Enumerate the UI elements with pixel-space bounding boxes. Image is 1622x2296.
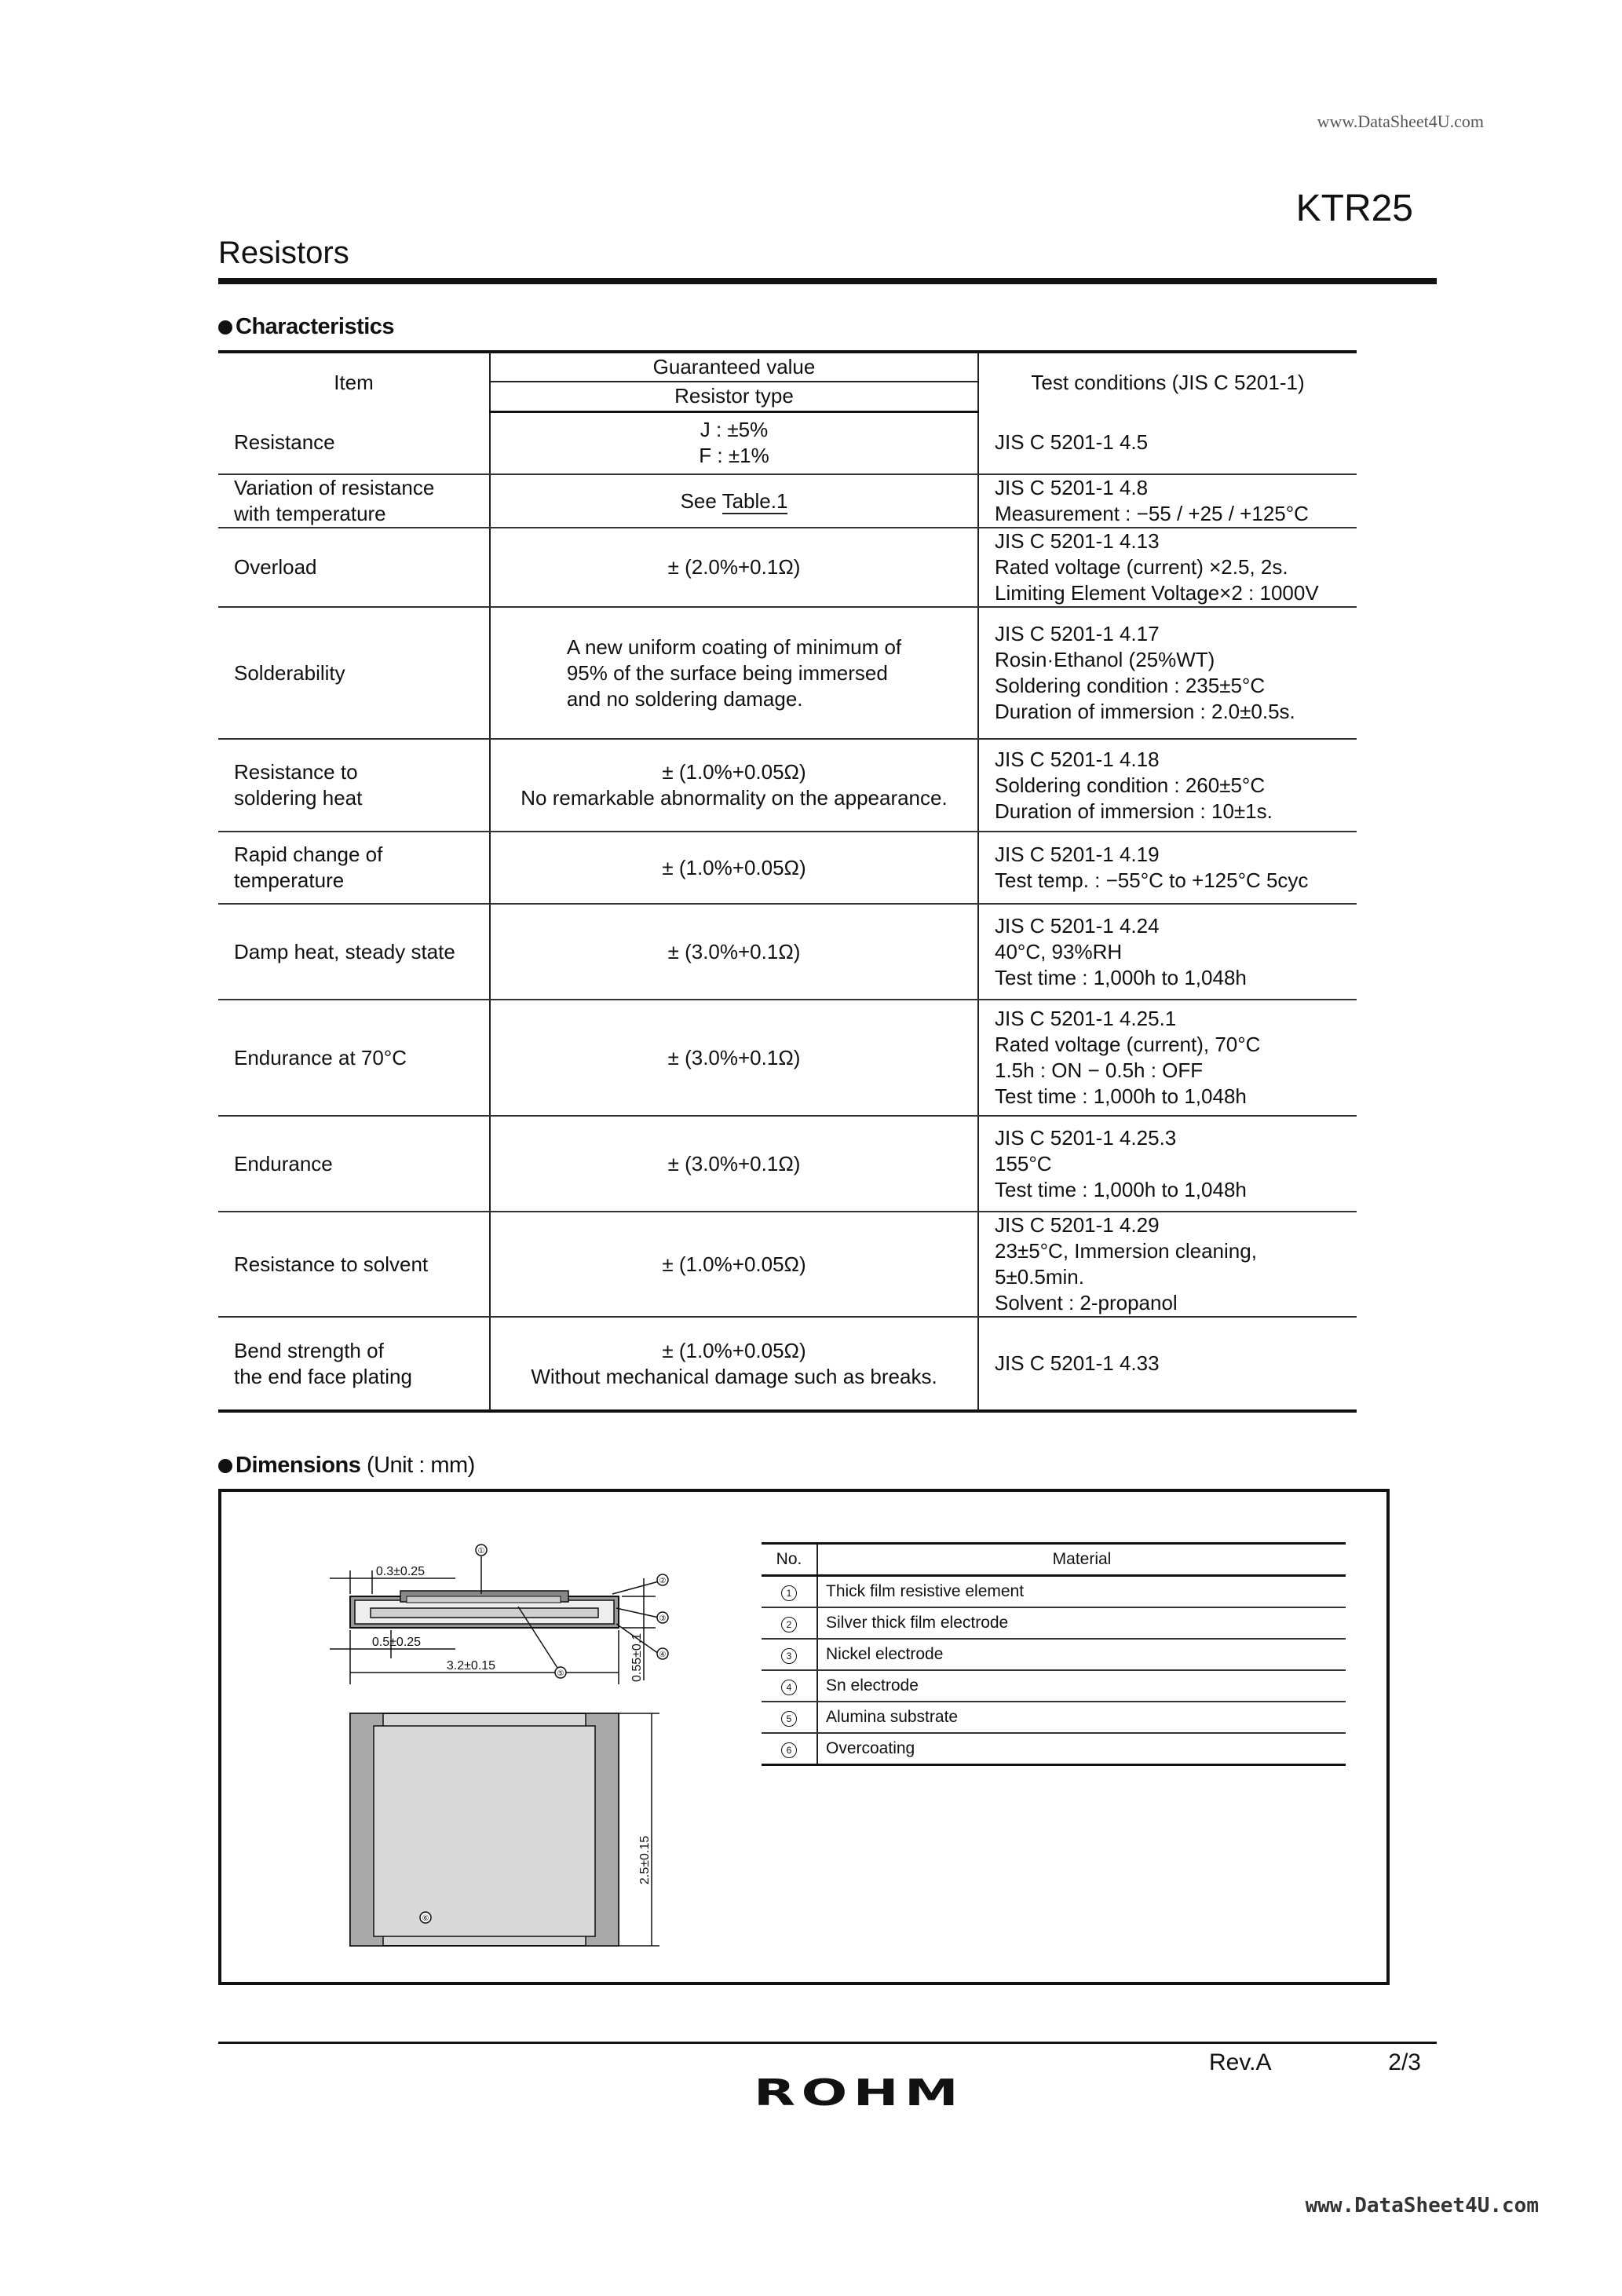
material-row (762, 1702, 1346, 1733)
table-1-link[interactable]: Table.1 (721, 488, 788, 513)
char-row (218, 832, 1357, 904)
char-value: ± (1.0%+0.05Ω) (490, 1212, 978, 1317)
char-test: JIS C 5201-1 4.29 23±5°C, Immersion cleaning, 5±0.5min. Solvent : 2-propanol (978, 1212, 1357, 1317)
dimensions-unit: (Unit : mm) (366, 1453, 475, 1478)
char-value: A new uniform coating of minimum of 95% of the surface being immersed and no soldering damage. (490, 607, 978, 739)
char-value: ± (2.0%+0.1Ω) (490, 528, 978, 607)
char-test: JIS C 5201-1 4.8 Measurement : −55 / +25 / +125°C (978, 474, 1357, 528)
char-item: Damp heat, steady state (218, 904, 490, 1000)
material-row (762, 1733, 1346, 1765)
bullet-icon (218, 320, 232, 335)
page-number: 2/3 (1388, 2049, 1421, 2075)
rohm-logo: ROHM (754, 2071, 965, 2114)
char-row (218, 1212, 1357, 1317)
char-value: ± (3.0%+0.1Ω) (490, 904, 978, 1000)
header-item: Item (218, 352, 490, 411)
header-resistor-type: Resistor type (490, 382, 978, 411)
material-name: Overcoating (817, 1733, 1346, 1765)
char-item: Variation of resistance with temperature (218, 474, 490, 528)
material-number: 3 (781, 1648, 797, 1664)
char-row (218, 739, 1357, 832)
characteristics-heading (218, 314, 394, 340)
material-name: Sn electrode (817, 1670, 1346, 1702)
watermark-bottom: www.DataSheet4U.com (1305, 2194, 1539, 2217)
callout-5: ⑤ (557, 1669, 564, 1678)
callout-3: ③ (659, 1614, 667, 1623)
material-name: Alumina substrate (817, 1702, 1346, 1733)
char-row (218, 1317, 1357, 1411)
char-test: JIS C 5201-1 4.19 Test temp. : −55°C to +125°C 5cyc (978, 832, 1357, 904)
material-row (762, 1639, 1346, 1670)
char-value: ± (3.0%+0.1Ω) (490, 1116, 978, 1212)
footer-rule (218, 2042, 1437, 2044)
char-item: Resistance to solvent (218, 1212, 490, 1317)
material-row (762, 1607, 1346, 1639)
char-value: ± (1.0%+0.05Ω) (490, 832, 978, 904)
callout-6: ⑥ (422, 1914, 429, 1923)
callout-2: ② (659, 1577, 667, 1585)
char-item: Rapid change of temperature (218, 832, 490, 904)
char-value: ± (1.0%+0.05Ω) No remarkable abnormality on the appearance. (490, 739, 978, 832)
char-row (218, 474, 1357, 528)
char-item: Solderability (218, 607, 490, 739)
callout-1: ① (477, 1547, 485, 1556)
dim-top-pad: 0.3±0.25 (375, 1565, 426, 1578)
header-rule (218, 278, 1437, 284)
material-name: Nickel electrode (817, 1639, 1346, 1670)
char-item: Overload (218, 528, 490, 607)
char-item: Resistance to soldering heat (218, 739, 490, 832)
dim-width: 2.5±0.15 (638, 1835, 652, 1885)
char-test: JIS C 5201-1 4.13 Rated voltage (current) ×2.5, 2s. Limiting Element Voltage×2 : 1000V (978, 528, 1357, 607)
characteristics-table (218, 350, 1357, 1413)
char-item: Bend strength of the end face plating (218, 1317, 490, 1411)
char-item: Endurance at 70°C (218, 1000, 490, 1116)
material-number: 1 (781, 1585, 797, 1601)
category-title: Resistors (218, 236, 349, 270)
material-header-material: Material (817, 1544, 1346, 1576)
dim-length: 3.2±0.15 (446, 1659, 496, 1673)
char-row (218, 1000, 1357, 1116)
material-number: 6 (781, 1742, 797, 1758)
char-row (218, 411, 1357, 474)
callout-4: ④ (659, 1651, 667, 1659)
char-test: JIS C 5201-1 4.25.3 155°C Test time : 1,000h to 1,048h (978, 1116, 1357, 1212)
char-test: JIS C 5201-1 4.25.1 Rated voltage (current), 70°C 1.5h : ON − 0.5h : OFF Test time : 1,000h to 1,048h (978, 1000, 1357, 1116)
dimension-drawing (298, 1515, 738, 1971)
char-test: JIS C 5201-1 4.18 Soldering condition : 260±5°C Duration of immersion : 10±1s. (978, 739, 1357, 832)
char-test: JIS C 5201-1 4.24 40°C, 93%RH Test time : 1,000h to 1,048h (978, 904, 1357, 1000)
characteristics-title: Characteristics (236, 314, 395, 339)
material-header-no: No. (762, 1544, 817, 1576)
revision: Rev.A (1209, 2049, 1272, 2075)
char-test: JIS C 5201-1 4.5 (978, 411, 1357, 474)
material-row (762, 1576, 1346, 1608)
char-value: J : ±5% F : ±1% (490, 411, 978, 474)
material-row (762, 1670, 1346, 1702)
material-number: 5 (781, 1711, 797, 1727)
material-name: Thick film resistive element (817, 1576, 1346, 1608)
char-value: ± (3.0%+0.1Ω) (490, 1000, 978, 1116)
header-test: Test conditions (JIS C 5201-1) (978, 352, 1357, 411)
part-number: KTR25 (1295, 188, 1413, 229)
material-number: 2 (781, 1617, 797, 1632)
side-view (350, 1591, 619, 1628)
char-value: ± (1.0%+0.05Ω) Without mechanical damage such as breaks. (490, 1317, 978, 1411)
char-item: Resistance (218, 411, 490, 474)
material-table (762, 1542, 1346, 1766)
dim-thickness: 0.55±0.1 (630, 1632, 644, 1682)
char-row (218, 607, 1357, 739)
char-row (218, 528, 1357, 607)
char-row (218, 904, 1357, 1000)
dim-bottom-pad: 0.5±0.25 (371, 1636, 422, 1649)
watermark-top: www.DataSheet4U.com (1317, 112, 1484, 131)
char-test: JIS C 5201-1 4.33 (978, 1317, 1357, 1411)
header-guaranteed: Guaranteed value (490, 352, 978, 382)
char-test: JIS C 5201-1 4.17 Rosin·Ethanol (25%WT) Soldering condition : 235±5°C Duration of immersion : 2.0±0.5s. (978, 607, 1357, 739)
dimensions-heading (218, 1453, 475, 1479)
material-name: Silver thick film electrode (817, 1607, 1346, 1639)
dimensions-title: Dimensions (236, 1453, 361, 1478)
char-value: See Table.1 (490, 474, 978, 528)
char-row (218, 1116, 1357, 1212)
bullet-icon (218, 1459, 232, 1473)
top-view (350, 1713, 619, 1946)
char-item: Endurance (218, 1116, 490, 1212)
material-number: 4 (781, 1680, 797, 1695)
